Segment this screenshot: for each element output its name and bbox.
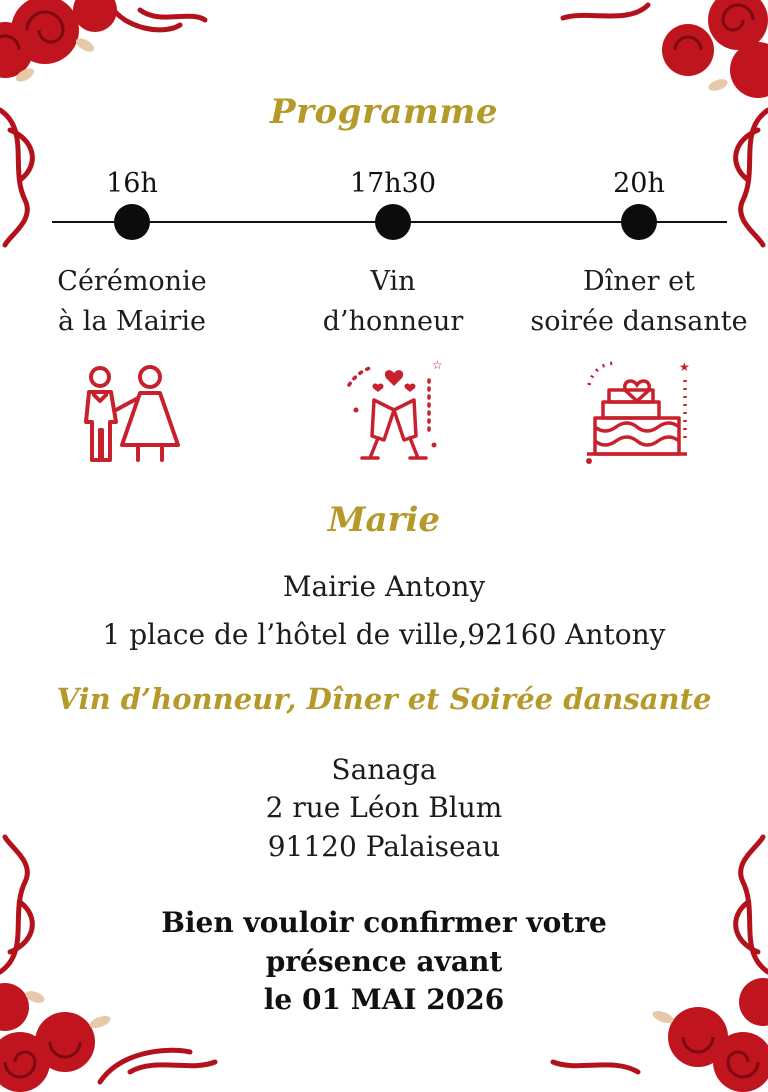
rsvp-line-2: présence avant — [265, 945, 503, 978]
reception-title: Vin d’honneur, Dîner et Soirée dansante — [56, 682, 712, 716]
timeline-dot-vin — [375, 204, 411, 240]
event-label-line: soirée dansante — [530, 306, 748, 337]
event-time-diner: 20h — [613, 168, 665, 199]
reception-venue: Sanaga — [331, 753, 437, 786]
event-label-line: à la Mairie — [58, 306, 206, 337]
event-label-diner — [519, 262, 759, 342]
programme-title: Programme — [270, 92, 498, 132]
svg-text:☆: ☆ — [432, 358, 443, 372]
champagne-toast-icon — [334, 355, 454, 475]
event-label-line: Vin — [370, 266, 416, 297]
svg-text:★: ★ — [679, 360, 690, 374]
wedding-cake-icon — [579, 355, 699, 475]
rsvp-line-1: Bien vouloir confirmer votre — [161, 906, 607, 939]
rsvp-deadline: le 01 MAI 2026 — [263, 983, 505, 1016]
couple-icon — [72, 355, 192, 475]
event-label-line: Cérémonie — [57, 266, 207, 297]
event-label-ceremony — [12, 262, 252, 342]
reception-city: 91120 Palaiseau — [267, 830, 501, 863]
event-time-ceremony: 16h — [106, 168, 158, 199]
event-label-vin — [273, 262, 513, 342]
mairie-title: Marie — [327, 500, 441, 540]
reception-street: 2 rue Léon Blum — [265, 791, 503, 824]
event-time-vin: 17h30 — [349, 168, 437, 199]
mairie-name: Mairie Antony — [282, 570, 486, 603]
event-label-line: d’honneur — [322, 306, 464, 337]
timeline-dot-diner — [621, 204, 657, 240]
timeline-dot-ceremony — [114, 204, 150, 240]
event-label-line: Dîner et — [583, 266, 695, 297]
mairie-address: 1 place de l’hôtel de ville,92160 Antony — [102, 618, 666, 651]
